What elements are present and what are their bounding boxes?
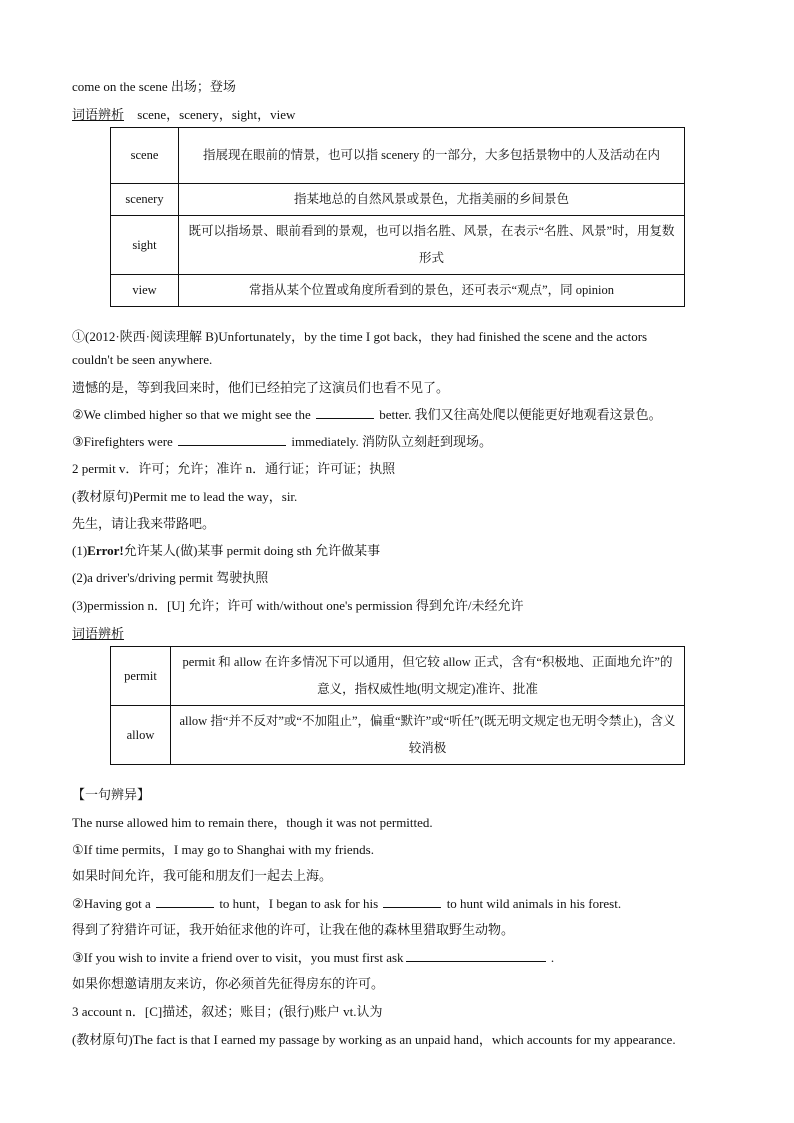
table-row	[111, 128, 685, 184]
word-analysis-words: scene，scenery，sight，view	[137, 107, 296, 122]
table-value: 指展现在眼前的情景，也可以指 scenery 的一部分，大多包括景物中的人及活动在内	[179, 128, 685, 184]
example-2-post: better. 我们又往高处爬以便能更好地观看这景色。	[379, 407, 662, 422]
example-2-pre: ②We climbed higher so that we might see the	[72, 407, 311, 422]
permit-original-translation: 先生，请让我来带路吧。	[72, 516, 216, 531]
fill-blank[interactable]	[178, 433, 286, 446]
permit-original-sentence: (教材原句)Permit me to lead the way，sir.	[72, 489, 298, 504]
table-value: permit 和 allow 在许多情况下可以通用，但它较 allow 正式，含有“积极地、正面地允许”的意义，指权威性地(明文规定)准许、批准	[171, 647, 685, 706]
table-key: sight	[111, 216, 179, 275]
table-value: 既可以指场景、眼前看到的景观，也可以指名胜、风景，在表示“名胜、风景”时，用复数形式	[179, 216, 685, 275]
example-3-pre: ③If you wish to invite a friend over to visit，you must first ask	[72, 950, 404, 965]
table-key: view	[111, 275, 179, 307]
example-1-translation: 遗憾的是，等到我回来时，他们已经拍完了这演员们也看不见了。	[72, 381, 450, 396]
phrase-line: come on the scene 出场；登场	[72, 79, 236, 94]
contrast-example-3-translation: 如果你想邀请朋友来访，你必须首先征得房东的许可。	[72, 977, 385, 992]
account-heading: 3 account n．[C]描述，叙述；账目；(银行)账户 vt.认为	[72, 1004, 383, 1019]
word-analysis-heading-2: 词语辨析	[72, 627, 125, 642]
table-row	[111, 184, 685, 216]
usage-number: (1)	[72, 543, 88, 558]
permit-usage-1	[72, 540, 380, 559]
contrast-sentence: The nurse allowed him to remain there，though it was not permitted.	[72, 815, 433, 830]
example-2-pre: ②Having got a	[72, 896, 151, 911]
example-3-post: .	[550, 950, 555, 965]
sentence-contrast-heading: 【一句辨异】	[72, 788, 151, 803]
example-1-line1: ①(2012·陕西·阅读理解 B)Unfortunately，by the time I got back，they had finished the scene and the actors	[72, 329, 648, 344]
example-3	[72, 431, 492, 450]
fill-blank[interactable]	[406, 949, 546, 962]
table-key: scenery	[111, 184, 179, 216]
error-marker: Error!	[87, 543, 124, 558]
contrast-example-1-translation: 如果时间允许，我可能和朋友们一起去上海。	[72, 869, 333, 884]
fill-blank[interactable]	[383, 895, 441, 908]
contrast-example-3	[72, 947, 554, 966]
table-row	[111, 647, 685, 706]
table-row	[111, 275, 685, 307]
example-2-mid: to hunt，I began to ask for his	[219, 896, 379, 911]
table-key: scene	[111, 128, 179, 184]
table-value: allow 指“并不反对”或“不加阻止”，偏重“默许”或“听任”(既无明文规定也无明令禁止)，含义较消极	[171, 706, 685, 765]
permit-usage-3: (3)permission n．[U] 允许；许可 with/without one's permission 得到允许/未经允许	[72, 598, 524, 613]
table-key: allow	[111, 706, 171, 765]
fill-blank[interactable]	[156, 895, 214, 908]
word-analysis-1	[72, 104, 295, 123]
example-3-post: immediately. 消防队立刻赶到现场。	[291, 434, 492, 449]
permit-heading: 2 permit v．许可；允许；准许 n．通行证；许可证；执照	[72, 461, 396, 476]
contrast-example-2	[72, 893, 621, 912]
fill-blank[interactable]	[316, 406, 374, 419]
table-value: 指某地总的自然风景或景色，尤指美丽的乡间景色	[179, 184, 685, 216]
usage-text: 允许某人(做)某事 permit doing sth 允许做某事	[123, 543, 381, 558]
example-3-pre: ③Firefighters were	[72, 434, 173, 449]
example-2	[72, 404, 662, 423]
example-2-post: to hunt wild animals in his forest.	[446, 896, 622, 911]
table-row	[111, 706, 685, 765]
contrast-example-1: ①If time permits，I may go to Shanghai with my friends.	[72, 842, 374, 857]
example-1-line2: couldn't be seen anywhere.	[72, 352, 213, 367]
table-row	[111, 216, 685, 275]
permit-usage-2: (2)a driver's/driving permit 驾驶执照	[72, 570, 269, 585]
contrast-example-2-translation: 得到了狩猎许可证，我开始征求他的许可，让我在他的森林里猎取野生动物。	[72, 923, 515, 938]
word-analysis-heading: 词语辨析	[72, 108, 125, 123]
table-value: 常指从某个位置或角度所看到的景色，还可表示“观点”，同 opinion	[179, 275, 685, 307]
scene-comparison-table	[110, 127, 685, 307]
table-key: permit	[111, 647, 171, 706]
account-original-sentence: (教材原句)The fact is that I earned my passage by working as an unpaid hand，which accounts for my appearance.	[72, 1032, 676, 1047]
permit-allow-table	[110, 646, 685, 765]
